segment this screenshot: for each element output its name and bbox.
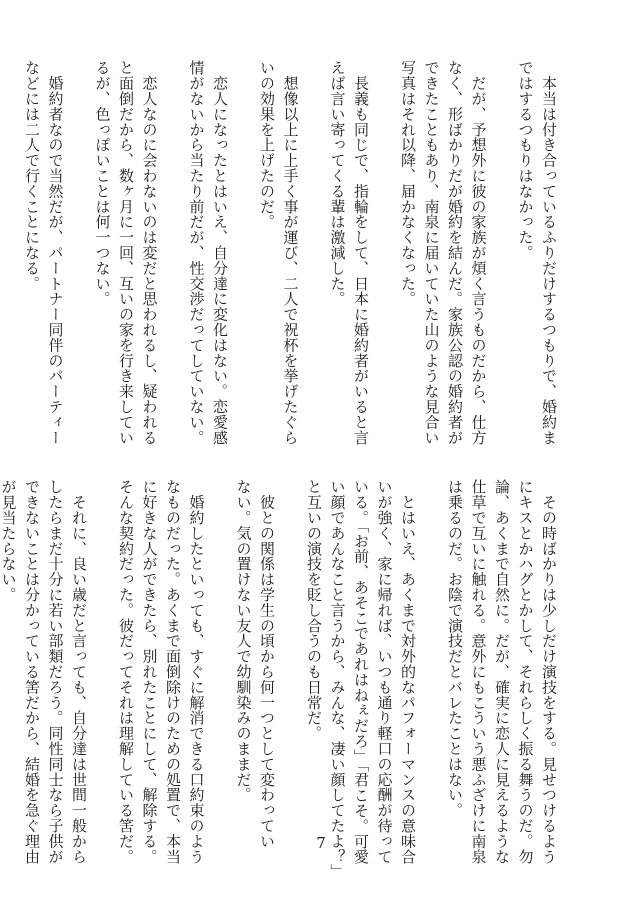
text-line: 想像以上に上手く事が運び、二人で祝杯を挙げたぐら bbox=[281, 60, 300, 445]
blank-line bbox=[302, 60, 326, 460]
page-number: 7 bbox=[316, 834, 326, 852]
text-line: 恋人になったとはいえ、自分達に変化はない。恋愛感 bbox=[211, 60, 229, 445]
text-line: そんな契約だった。彼だってそれは理解している筈だ。 bbox=[117, 479, 135, 864]
blank-line bbox=[490, 60, 514, 460]
text-line: 婚約者なので当然だが、パートナー同伴のパーティー bbox=[46, 60, 65, 445]
text-line: 長義も同じで、指輪をして、日本に婚約者がいると言 bbox=[352, 60, 370, 445]
text-line: などには二人で行くことになる。 bbox=[23, 60, 41, 291]
text-line: 本当は付き合っているふりだけするつもりで、婚約ま bbox=[540, 60, 558, 445]
text-line: 写真はそれ以降、届かなくなった。 bbox=[399, 60, 417, 307]
blank-line bbox=[372, 60, 396, 460]
text-line: いの効果を上げたのだ。 bbox=[258, 60, 276, 230]
blank-line bbox=[208, 479, 232, 819]
blank-line bbox=[67, 60, 91, 460]
text-line: に好きな人ができたら、別れたことにして、解除する。 bbox=[140, 479, 159, 864]
blank-line bbox=[231, 60, 255, 460]
text-line: したらまだ十分に若い部類だろう。同性同士なら子供が bbox=[46, 479, 65, 864]
text-line: いが強く、家に帰れば、いつも通り軽口の応酬が待って bbox=[375, 479, 394, 864]
text-line: なく、形ばかりだが婚約を結んだ。家族公認の婚約者が bbox=[446, 60, 464, 445]
text-line: は乗るのだ。お陰で演技だとバレたことはない。 bbox=[446, 479, 464, 818]
upper-text-block bbox=[20, 60, 561, 460]
lower-text-block bbox=[0, 479, 560, 880]
text-line: できないことは分かっている筈だから、結婚を急ぐ理由 bbox=[23, 479, 41, 864]
text-line: 情がないから当たり前だが、性交渉だってしていない。 bbox=[187, 60, 206, 445]
text-line: その時ばかりは少しだけ演技をする。見せつけるよう bbox=[540, 479, 558, 864]
text-line: ない。気の置けない友人で幼馴染みのままだ。 bbox=[234, 479, 253, 803]
text-line: が見当たらない。 bbox=[0, 479, 18, 603]
blank-line bbox=[90, 479, 114, 819]
text-line: それに、良い歳だと言っても、自分達は世間一般から bbox=[70, 479, 88, 864]
text-line: るが、色っぽいことは何一つない。 bbox=[93, 60, 112, 307]
text-line: い顔であんなこと言うから、みんな、凄い顔してたよ？」 bbox=[328, 479, 347, 880]
text-line: 彼との関係は学生の頃から何一つとして変わってい bbox=[258, 479, 276, 849]
text-line: と面倒だから、数ヶ月に一回、互いの家を行き来してい bbox=[117, 60, 135, 445]
text-line: 恋人なのに会わないのは変だと思われるし、疑われる bbox=[140, 60, 159, 445]
blank-line bbox=[278, 479, 302, 819]
text-line: なものだった。あくまで面倒除けのための処置で、本当 bbox=[164, 479, 182, 864]
blank-line bbox=[161, 60, 185, 460]
text-line: とはいえ、あくまで対外的なパフォーマンスの意味合 bbox=[399, 479, 417, 864]
text-line: 論、あくまで自然に。だが、確実に恋人に見えるような bbox=[493, 479, 511, 864]
blank-line bbox=[419, 479, 443, 819]
text-line: いる。「お前、あそこであれはねぇだろ」「君こそ。可愛 bbox=[352, 479, 370, 865]
text-line: えば言い寄ってくる輩は激減した。 bbox=[328, 60, 347, 307]
text-line: にキスとかハグとかして、それらしく振る舞うのだ。勿 bbox=[516, 479, 535, 864]
text-line: だが、予想外に彼の家族が煩く言うものだから、仕方 bbox=[469, 60, 488, 445]
text-line: と互いの演技を貶し合うのも日常だ。 bbox=[305, 479, 323, 741]
text-line: 仕草で互いに触れる。意外にもこういう悪ふざけに南泉 bbox=[469, 479, 488, 864]
text-line: 婚約したといっても、すぐに解消できる口約束のよう bbox=[187, 479, 206, 864]
text-line: ではするつもりはなかった。 bbox=[516, 60, 535, 261]
text-line: できたこともあり、南泉に届いていた山のような見合い bbox=[422, 60, 441, 445]
